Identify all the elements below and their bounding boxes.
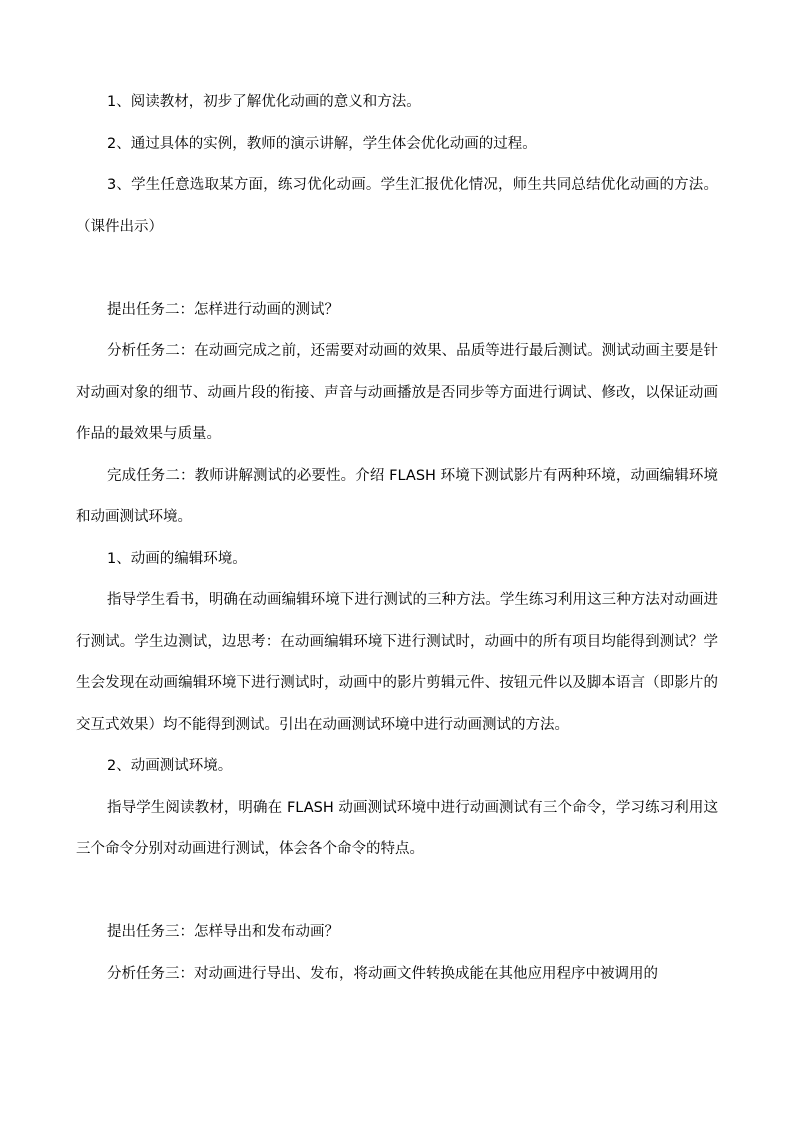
paragraph-test-environment-heading: 2、动画测试环境。	[107, 758, 233, 774]
blank-line	[76, 871, 718, 913]
paragraph-task-two-question: 提出任务二：怎样进行动画的测试？	[107, 301, 339, 318]
paragraph-optimize-step-3: 3、学生任意选取某方面，练习优化动画。学生汇报优化情况，师生共同总结优化动画的方法。（课件出示）	[76, 177, 718, 235]
paragraph-task-two-complete: 完成任务二：教师讲解测试的必要性。介绍 FLASH 环境下测试影片有两种环境，动画编辑环境和动画测试环境。	[76, 467, 718, 525]
paragraph-task-three-analysis: 分析任务三：对动画进行导出、发布，将动画文件转换成能在其他应用程序中被调用的	[107, 965, 658, 982]
paragraph-test-environment-body: 指导学生阅读教材，明确在 FLASH 动画测试环境中进行动画测试有三个命令，学习练习利用这三个命令分别对动画进行测试，体会各个命令的特点。	[76, 799, 718, 857]
document-body	[76, 82, 718, 995]
paragraph-optimize-step-2: 2、通过具体的实例，教师的演示讲解，学生体会优化动画的过程。	[107, 135, 537, 152]
paragraph-task-three-question: 提出任务三：怎样导出和发布动画？	[107, 924, 339, 940]
paragraph-optimize-step-1: 1、阅读教材，初步了解优化动画的意义和方法。	[107, 94, 421, 110]
blank-line	[76, 248, 718, 290]
paragraph-edit-environment-body: 指导学生看书，明确在动画编辑环境下进行测试的三种方法。学生练习利用这三种方法对动画进行测试。学生边测试，边思考：在动画编辑环境下进行测试时，动画中的所有项目均能得到测试？学生会发现在动画编辑环境下进行测试时，动画中的影片剪辑元件、按钮元件以及脚本语言（即影片的交互式效果）均不能得到测试。引出在动画测试环境中进行动画测试的方法。	[76, 592, 718, 733]
paragraph-edit-environment-heading: 1、动画的编辑环境。	[107, 550, 247, 567]
paragraph-task-two-analysis: 分析任务二：在动画完成之前，还需要对动画的效果、品质等进行最后测试。测试动画主要是针对动画对象的细节、动画片段的衔接、声音与动画播放是否同步等方面进行调试、修改，以保证动画作品的最效果与质量。	[76, 343, 718, 442]
